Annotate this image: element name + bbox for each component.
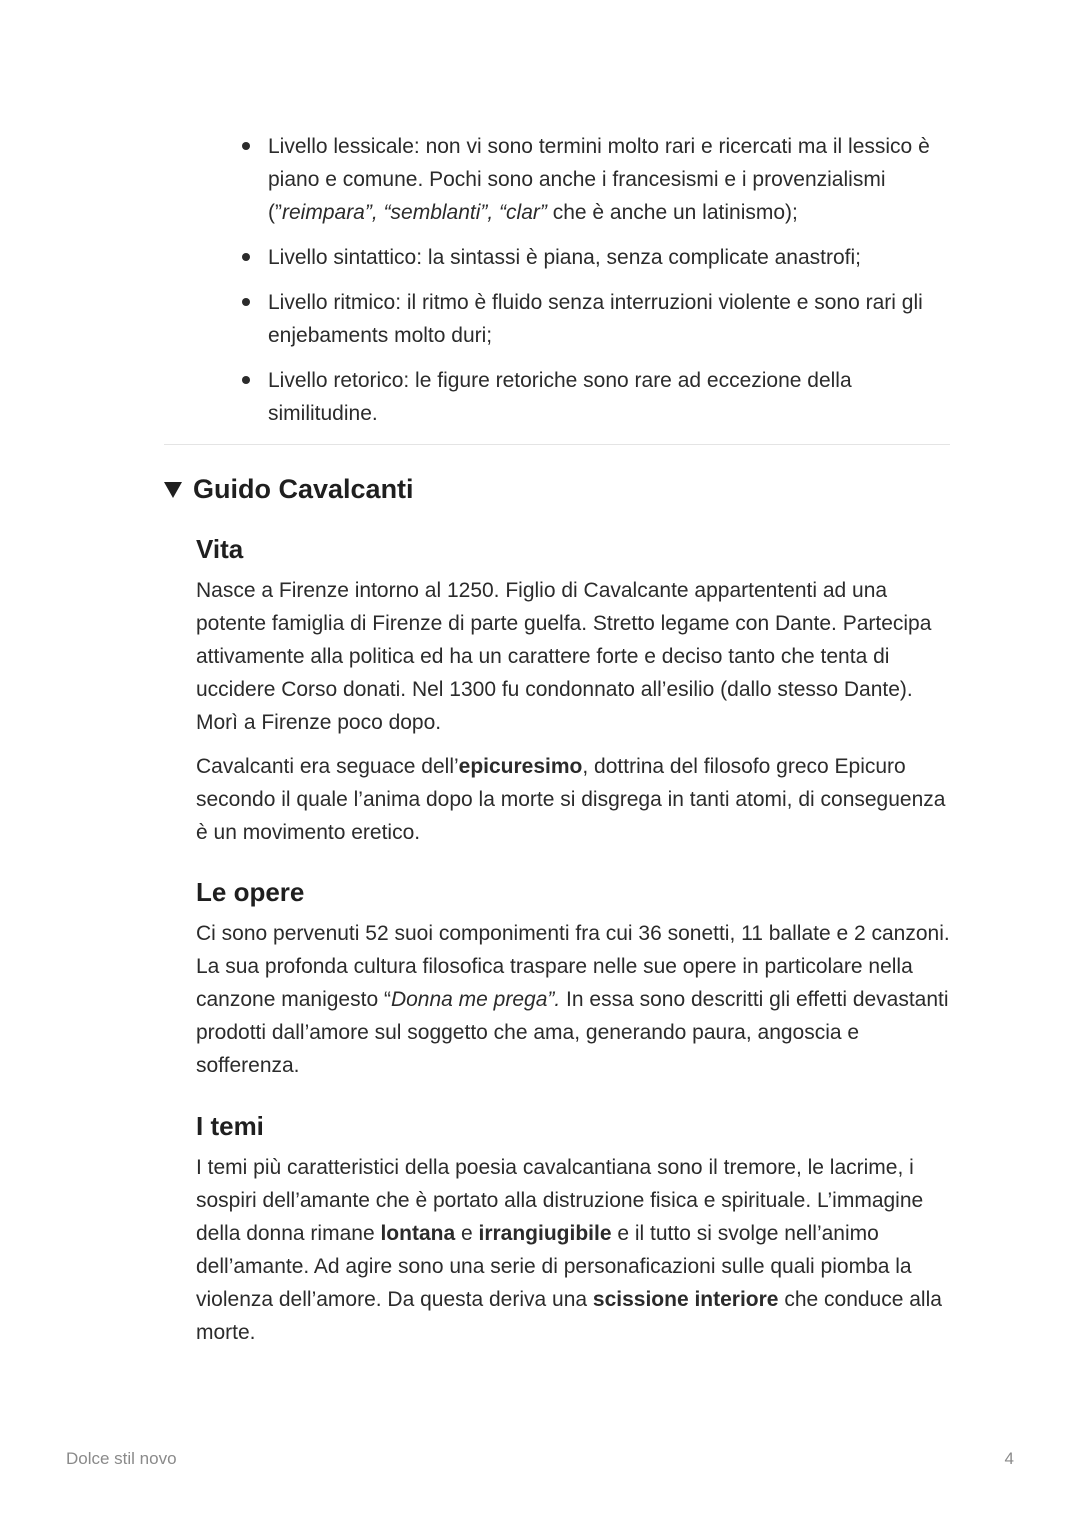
text-run: che conduce alla morte.	[196, 1288, 942, 1344]
temi-paragraph	[196, 1151, 956, 1349]
toggle-title: Guido Cavalcanti	[193, 474, 414, 504]
text-run: Cavalcanti era seguace dell’	[196, 755, 459, 778]
text-run: e il tutto si svolge nell’animo dell’amante. Ad agire sono una serie di personaficazioni sulle quali piomba la violenza dell’amore. Da questa deriva una	[196, 1222, 912, 1311]
bullet-italic-text: reimpara”, “semblanti”, “clar”	[282, 201, 547, 224]
footer-page-number: 4	[1004, 1449, 1014, 1468]
opere-paragraph	[196, 917, 956, 1082]
text-run: I temi più caratteristici della poesia cavalcantiana sono il tremore, le lacrime, i sospiri dell’amante che è portato alla distruzione fisica e spirituale. L’immagine della donna rimane	[196, 1156, 924, 1245]
stylistic-levels-list	[232, 130, 952, 442]
italic-text: Donna me prega”.	[390, 988, 561, 1011]
list-item	[232, 364, 952, 430]
bullet-text: Livello sintattico: la sintassi è piana, senza complicate anastrofi;	[268, 246, 861, 269]
text-run: Ci sono pervenuti 52 suoi componimenti fra cui 36 sonetti, 11 ballate e 2 canzoni. La sua profonda cultura filosofica traspare nelle sue opere in particolare nella canzone manigesto “	[196, 922, 950, 1011]
list-item	[232, 241, 952, 274]
heading-opere: Le opere	[196, 877, 305, 907]
text-run: e	[455, 1222, 479, 1245]
bullet-dot-icon	[242, 253, 250, 261]
bullet-dot-icon	[242, 142, 250, 150]
bullet-text: che è anche un latinismo);	[546, 201, 798, 224]
bullet-text: Livello retorico: le figure retoriche sono rare ad eccezione della similitudine.	[268, 369, 852, 425]
heading-vita: Vita	[196, 534, 244, 564]
section-temi	[196, 1109, 956, 1360]
bold-text: epicuresimo	[458, 755, 583, 778]
section-vita	[196, 532, 956, 860]
section-divider	[164, 444, 950, 445]
list-item	[232, 286, 952, 352]
bullet-text: Livello ritmico: il ritmo è fluido senza interruzioni violente e sono rari gli enjebaments molto duri;	[268, 291, 923, 347]
text-run: , dottrina del filosofo greco Epicuro secondo il quale l’anima dopo la morte si disgrega in tanti atomi, di conseguenza è un movimento eretico.	[196, 755, 946, 844]
vita-paragraph-1: Nasce a Firenze intorno al 1250. Figlio di Cavalcante appartententi ad una potente famiglia di Firenze di parte guelfa. Stretto legame con Dante. Partecipa attivamente alla politica ed ha un carattere forte e deciso tanto che tenta di uccidere Corso donati. Nel 1300 fu condonnato all’esilio (dallo stesso Dante). Morì a Firenze poco dopo.	[196, 579, 932, 734]
text-run: In essa sono descritti gli effetti devastanti prodotti dall’amore sul soggetto che ama, generando paura, angoscia e sofferenza.	[196, 988, 949, 1077]
section-opere	[196, 875, 956, 1093]
heading-temi: I temi	[196, 1111, 264, 1141]
bold-text: lontana	[380, 1222, 456, 1245]
vita-paragraph-2	[196, 750, 956, 849]
footer-document-title: Dolce stil novo	[66, 1449, 177, 1468]
bold-text: irrangiugibile	[478, 1222, 612, 1245]
bullet-dot-icon	[242, 376, 250, 384]
bold-text: scissione interiore	[592, 1288, 779, 1311]
list-item	[232, 130, 952, 229]
bullet-text: Livello lessicale: non vi sono termini molto rari e ricercati ma il lessico è piano e comune. Pochi sono anche i francesismi e i provenzialismi (”	[268, 135, 930, 224]
bullet-dot-icon	[242, 298, 250, 306]
toggle-guido-cavalcanti[interactable]	[164, 472, 414, 506]
triangle-down-icon[interactable]	[164, 482, 182, 498]
